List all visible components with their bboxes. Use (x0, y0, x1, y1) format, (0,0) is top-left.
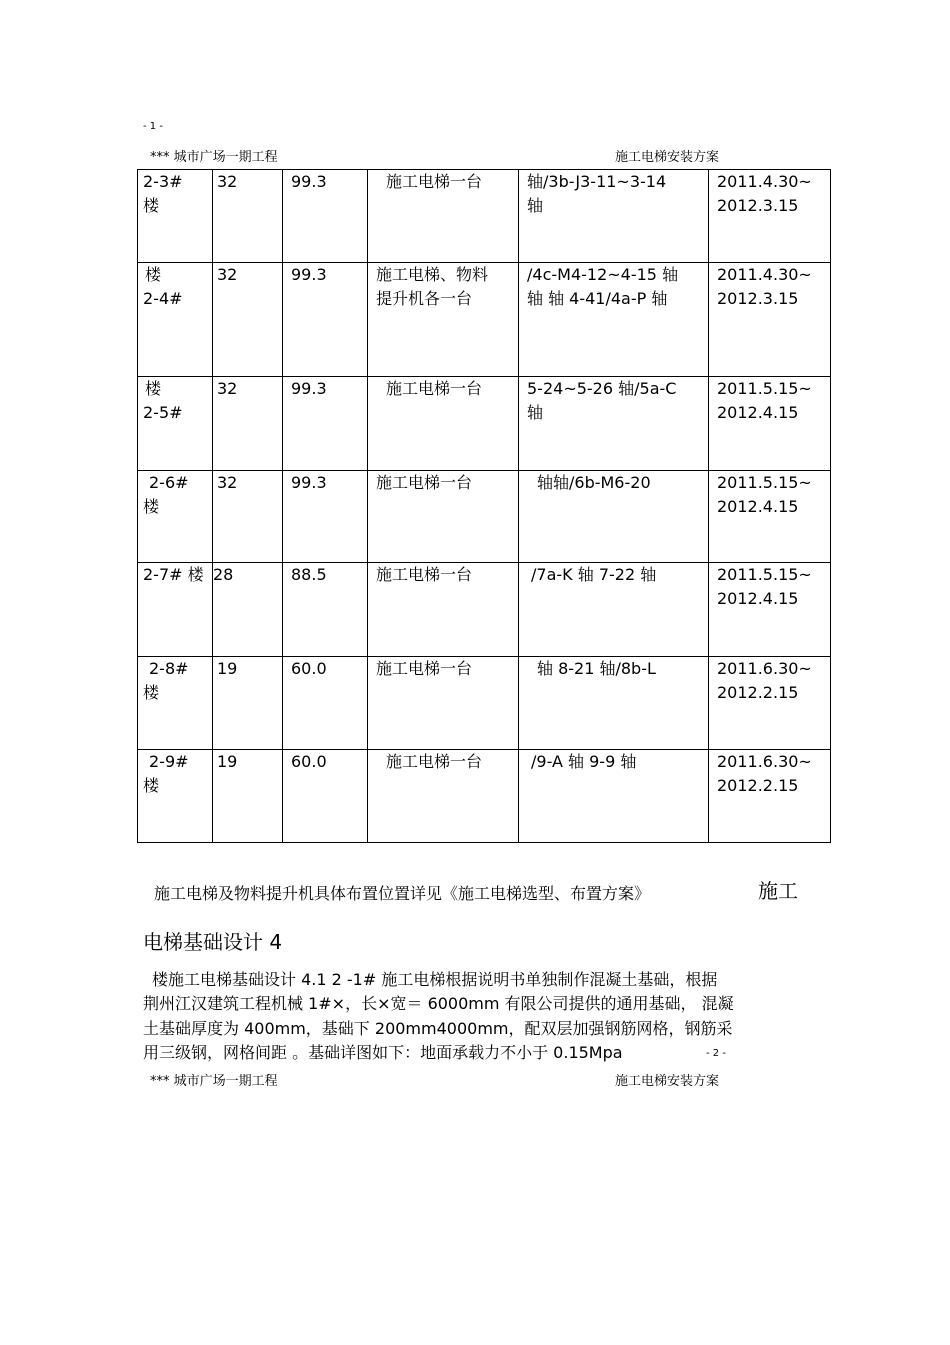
cell-floors: 32 (213, 170, 283, 263)
cell-equipment: 施工电梯一台 (368, 377, 519, 471)
cell-period: 2011.4.30~ 2012.3.15 (709, 263, 831, 377)
cell-equipment: 施工电梯一台 (368, 657, 519, 750)
cell-height: 60.0 (283, 657, 368, 750)
cell-axes: 轴/3b-J3-11~3-14 轴 (519, 170, 709, 263)
cell-building: 2-7# 楼 (138, 563, 213, 657)
cell-height: 99.3 (283, 471, 368, 563)
cell-building: 2-9# 楼 (138, 750, 213, 843)
header-document-title: 施工电梯安装方案 (615, 1074, 720, 1089)
cell-floors: 32 (213, 471, 283, 563)
cell-axes: /4c-M4-12~4-15 轴 轴 轴 4-41/4a-P 轴 (519, 263, 709, 377)
layout-reference-note-tail: 施工 (758, 879, 798, 903)
cell-equipment: 施工电梯、物料 提升机各一台 (368, 263, 519, 377)
table-row (138, 471, 831, 563)
cell-period: 2011.6.30~ 2012.2.15 (709, 657, 831, 750)
cell-height: 88.5 (283, 563, 368, 657)
cell-building: 楼 2-5# (138, 377, 213, 471)
cell-axes: /9-A 轴 9-9 轴 (519, 750, 709, 843)
cell-period: 2011.5.15~ 2012.4.15 (709, 471, 831, 563)
header-project-title: *** 城市广场一期工程 (150, 1074, 278, 1089)
cell-period: 2011.5.15~ 2012.4.15 (709, 563, 831, 657)
cell-period: 2011.6.30~ 2012.2.15 (709, 750, 831, 843)
cell-height: 99.3 (283, 377, 368, 471)
paragraph-line: 用三级钢，网格间距 。基础详图如下：地面承载力不小于 0.15Mpa (143, 1043, 623, 1062)
table-row (138, 750, 831, 843)
cell-building: 楼 2-4# (138, 263, 213, 377)
table-row (138, 263, 831, 377)
cell-floors: 28 (213, 563, 283, 657)
cell-floors: 19 (213, 750, 283, 843)
cell-axes: 轴轴/6b-M6-20 (519, 471, 709, 563)
cell-building: 2-8# 楼 (138, 657, 213, 750)
cell-height: 99.3 (283, 263, 368, 377)
cell-axes: 轴 8-21 轴/8b-L (519, 657, 709, 750)
cell-floors: 19 (213, 657, 283, 750)
cell-axes: /7a-K 轴 7-22 轴 (519, 563, 709, 657)
table-row (138, 563, 831, 657)
table-row (138, 657, 831, 750)
header-document-title: 施工电梯安装方案 (615, 150, 720, 165)
cell-period: 2011.4.30~ 2012.3.15 (709, 170, 831, 263)
paragraph-line: 土基础厚度为 400mm，基础下 200mm4000mm，配双层加强钢筋网格，钢筋采 (143, 1019, 733, 1038)
cell-floors: 32 (213, 377, 283, 471)
cell-equipment: 施工电梯一台 (368, 471, 519, 563)
layout-reference-note: 施工电梯及物料提升机具体布置位置详见《施工电梯选型、布置方案》 (154, 884, 651, 903)
table-row (138, 170, 831, 263)
table-row (138, 377, 831, 471)
header-project-title: *** 城市广场一期工程 (150, 150, 278, 165)
cell-axes: 5-24~5-26 轴/5a-C 轴 (519, 377, 709, 471)
page-number: - 2 - (706, 1048, 726, 1059)
cell-period: 2011.5.15~ 2012.4.15 (709, 377, 831, 471)
section-heading: 电梯基础设计 4 (143, 930, 283, 954)
cell-equipment: 施工电梯一台 (368, 750, 519, 843)
cell-height: 60.0 (283, 750, 368, 843)
cell-building: 2-6# 楼 (138, 471, 213, 563)
paragraph-line: 荆州江汉建筑工程机械 1#×，长×宽＝ 6000mm 有限公司提供的通用基础， 混凝 (143, 994, 734, 1013)
paragraph-line: 楼施工电梯基础设计 4.1 2 -1# 施工电梯根据说明书单独制作混凝土基础，根据 (152, 970, 718, 989)
cell-height: 99.3 (283, 170, 368, 263)
cell-building: 2-3# 楼 (138, 170, 213, 263)
cell-floors: 32 (213, 263, 283, 377)
page-number: - 1 - (143, 121, 163, 132)
cell-equipment: 施工电梯一台 (368, 563, 519, 657)
elevator-schedule-table (137, 169, 831, 843)
cell-equipment: 施工电梯一台 (368, 170, 519, 263)
